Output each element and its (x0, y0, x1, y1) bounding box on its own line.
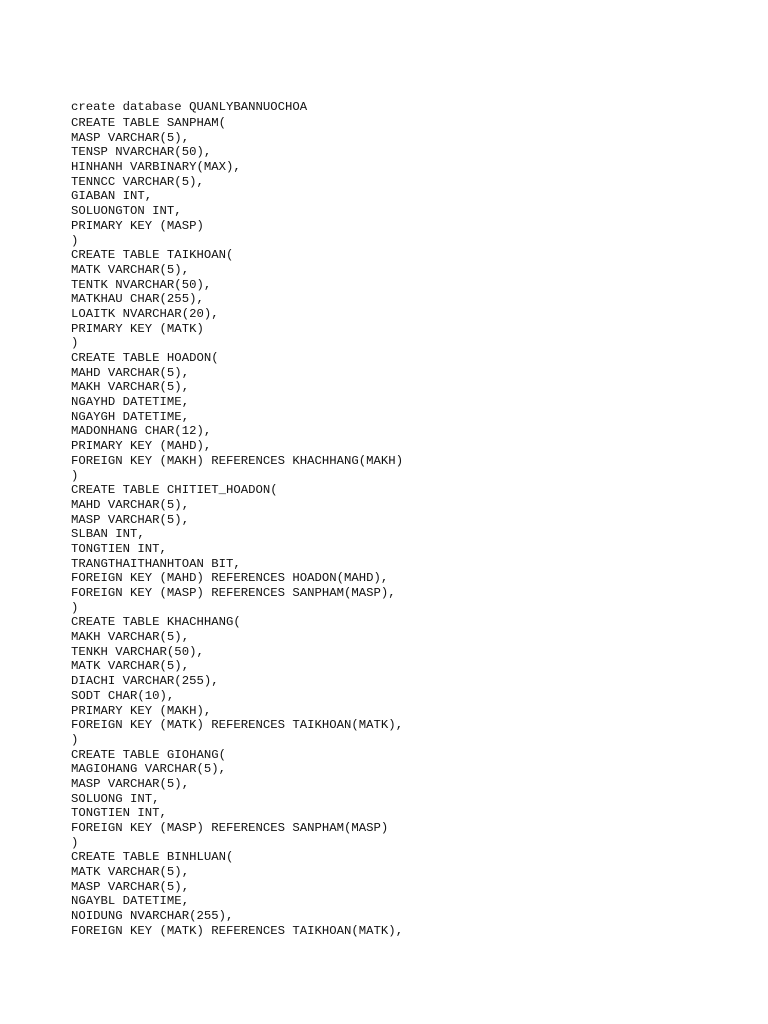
sql-line: CREATE TABLE GIOHANG( (71, 747, 226, 762)
sql-line: NGAYBL DATETIME, (71, 894, 190, 909)
sql-line: NGAYGH DATETIME, (71, 409, 190, 424)
sql-line: FOREIGN KEY (MATK) REFERENCES TAIKHOAN(MATK), (71, 718, 404, 733)
sql-line: TENKH VARCHAR(50), (71, 644, 204, 659)
sql-line: DIACHI VARCHAR(255), (71, 674, 219, 689)
sql-line: PRIMARY KEY (MASP) (71, 218, 204, 233)
sql-line: NGAYHD DATETIME, (71, 395, 190, 410)
sql-line: MATK VARCHAR(5), (71, 865, 190, 880)
sql-line: MAKH VARCHAR(5), (71, 380, 190, 395)
sql-line: CREATE TABLE TAIKHOAN( (71, 248, 234, 263)
sql-line: SODT CHAR(10), (71, 688, 175, 703)
sql-line: ) (71, 835, 79, 850)
sql-line: MASP VARCHAR(5), (71, 130, 190, 145)
sql-line: ) (71, 468, 79, 483)
sql-line: FOREIGN KEY (MASP) REFERENCES SANPHAM(MASP) (71, 821, 389, 835)
sql-line: HINHANH VARBINARY(MAX), (71, 160, 241, 175)
sql-line: TONGTIEN INT, (71, 806, 167, 821)
sql-line: FOREIGN KEY (MAHD) REFERENCES HOADON(MAHD), (71, 571, 389, 586)
sql-line: GIABAN INT, (71, 189, 153, 204)
sql-line: MASP VARCHAR(5), (71, 512, 190, 527)
sql-line: MASP VARCHAR(5), (71, 776, 190, 791)
sql-line: CREATE TABLE CHITIET_HOADON( (71, 483, 278, 498)
sql-line: ) (71, 600, 79, 615)
sql-line: SLBAN INT, (71, 527, 145, 542)
sql-line: CREATE TABLE KHACHHANG( (71, 615, 241, 630)
sql-line: SOLUONG INT, (71, 791, 160, 806)
sql-line: FOREIGN KEY (MASP) REFERENCES SANPHAM(MASP), (71, 586, 396, 600)
sql-line: MADONHANG CHAR(12), (71, 424, 212, 439)
sql-line: SOLUONGTON INT, (71, 204, 182, 219)
sql-line: CREATE TABLE HOADON( (71, 351, 219, 365)
sql-line: TRANGTHAITHANHTOAN BIT, (71, 556, 241, 571)
sql-line: MAHD VARCHAR(5), (71, 497, 190, 512)
sql-line: NOIDUNG NVARCHAR(255), (71, 909, 234, 924)
sql-line: MATK VARCHAR(5), (71, 262, 190, 277)
sql-line: TONGTIEN INT, (71, 541, 167, 556)
sql-line: MASP VARCHAR(5), (71, 879, 190, 894)
sql-line: PRIMARY KEY (MAHD), (71, 439, 212, 454)
sql-line: TENTK NVARCHAR(50), (71, 277, 212, 292)
create-database-statement: create database QUANLYBANNUOCHOA (71, 100, 308, 114)
sql-line: FOREIGN KEY (MAKH) REFERENCES KHACHHANG(MAKH) (71, 453, 404, 468)
sql-line: MATK VARCHAR(5), (71, 659, 190, 674)
sql-line: CREATE TABLE SANPHAM( (71, 116, 226, 130)
sql-line: FOREIGN KEY (MATK) REFERENCES TAIKHOAN(MATK), (71, 923, 404, 938)
sql-line: MAGIOHANG VARCHAR(5), (71, 762, 226, 777)
sql-line: MAHD VARCHAR(5), (71, 365, 190, 380)
sql-line: TENNCC VARCHAR(5), (71, 174, 204, 189)
sql-line: TENSP NVARCHAR(50), (71, 145, 212, 160)
sql-line: PRIMARY KEY (MAKH), (71, 703, 212, 718)
sql-line: MAKH VARCHAR(5), (71, 630, 190, 645)
sql-line: ) (71, 336, 79, 351)
sql-line: PRIMARY KEY (MATK) (71, 321, 204, 336)
sql-line: ) (71, 233, 79, 248)
sql-line: MATKHAU CHAR(255), (71, 292, 204, 307)
sql-line: CREATE TABLE BINHLUAN( (71, 850, 234, 865)
sql-line: LOAITK NVARCHAR(20), (71, 306, 219, 321)
create-tables-block (71, 116, 403, 939)
sql-line: ) (71, 732, 79, 747)
